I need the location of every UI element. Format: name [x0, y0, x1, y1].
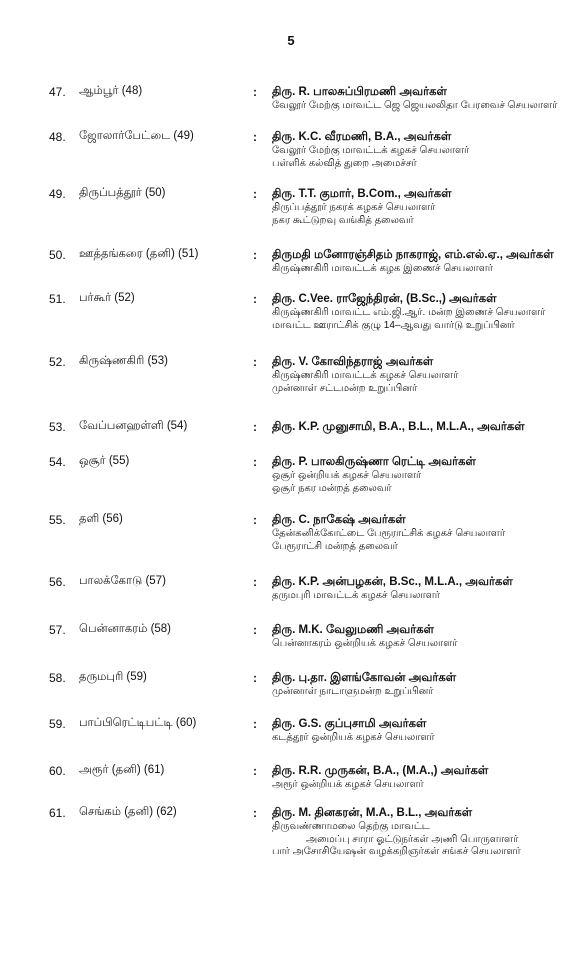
- candidate-details: [272, 671, 577, 699]
- candidate-details: [272, 513, 577, 553]
- colon-separator: :: [253, 187, 257, 201]
- entry-number: 52.: [49, 355, 66, 369]
- colon-separator: :: [253, 623, 257, 637]
- colon-separator: :: [253, 806, 257, 820]
- constituency-name: செங்கம் (தனி) (62): [79, 806, 177, 818]
- candidate-name: திரு. R. பாலசுப்பிரமணி அவர்கள்: [272, 86, 447, 98]
- constituency-name: வேப்பனஹள்ளி (54): [79, 420, 188, 432]
- candidate-name: திரு. C.Vee. ராஜேந்திரன், (B.Sc.,) அவர்கள்: [272, 293, 497, 305]
- entry-number: 50.: [49, 248, 66, 262]
- colon-separator: :: [253, 248, 257, 262]
- constituency-name: திருப்பத்தூர் (50): [79, 187, 166, 199]
- constituency-name: பாலக்கோடு (57): [79, 575, 166, 587]
- candidate-designation: அரூர் ஒன்றியக் கழகச் செயலாளர்: [272, 779, 424, 790]
- entry-number: 59.: [49, 717, 66, 731]
- colon-separator: :: [253, 717, 257, 731]
- entry-number: 55.: [49, 513, 66, 527]
- candidate-details: [272, 623, 577, 651]
- candidate-details: [272, 85, 577, 113]
- candidate-designation: பேரூராட்சி மன்றத் தலைவர்: [272, 540, 398, 552]
- constituency-name: ஆம்பூர் (48): [79, 85, 143, 97]
- candidate-designation: ஒசூர் நகர மன்றத் தலைவர்: [272, 482, 392, 494]
- entry-number: 47.: [49, 85, 66, 99]
- entry-number: 53.: [49, 420, 66, 434]
- entry-number: 61.: [49, 806, 66, 820]
- colon-separator: :: [253, 513, 257, 527]
- candidate-designation: மாவட்ட ஊராட்சிக் குழு 14–ஆவது வார்டு உறுப்பினர்: [272, 319, 515, 331]
- colon-separator: :: [253, 764, 257, 778]
- constituency-name: தளி (56): [79, 513, 123, 525]
- candidate-name: திரு. G.S. குப்புசாமி அவர்கள்: [272, 718, 427, 730]
- colon-separator: :: [253, 671, 257, 685]
- candidate-designation: கிருஷ்ணகிரி மாவட்ட எம்.ஜி.ஆர். மன்ற இணைச் செயலாளர்: [272, 307, 546, 318]
- constituency-name: தருமபுரி (59): [79, 671, 147, 683]
- candidate-designation: முன்னாள் சட்டமன்ற உறுப்பினர்: [272, 382, 418, 394]
- candidate-name: திரு. M. தினகரன், M.A., B.L., அவர்கள்: [272, 807, 473, 819]
- candidate-designation: வேலூர் மேற்கு மாவட்டக் கழகச் செயலாளர்: [272, 145, 470, 156]
- candidate-designation: வேலூர் மேற்கு மாவட்ட ஜெ ஜெயலலிதா பேரவைச் செயலாளர்: [272, 100, 558, 111]
- constituency-name: ஜோலார்பேட்டை (49): [79, 130, 194, 142]
- candidate-details: [272, 248, 577, 276]
- candidate-details: [272, 575, 577, 603]
- candidate-name: திரு. பு.தா. இளங்கோவன் அவர்கள்: [272, 672, 457, 684]
- candidate-details: [272, 717, 577, 745]
- constituency-name: ஒசூர் (55): [79, 455, 130, 467]
- constituency-name: பர்கூர் (52): [79, 292, 135, 304]
- candidate-details: [272, 292, 577, 332]
- entry-number: 48.: [49, 130, 66, 144]
- candidate-name: திரு. K.P. அன்பழகன், B.Sc., M.L.A., அவர்கள்: [272, 576, 513, 588]
- candidate-designation: அமைப்பு சாரா ஓட்டுநர்கள் அணி பொருளாளர்: [306, 833, 519, 845]
- entry-number: 56.: [49, 575, 66, 589]
- candidate-designation: கிருஷ்ணகிரி மாவட்டக் கழகச் செயலாளர்: [272, 370, 459, 381]
- colon-separator: :: [253, 292, 257, 306]
- entry-number: 58.: [49, 671, 66, 685]
- entry-number: 60.: [49, 764, 66, 778]
- candidate-name: திரு. R.R. முருகன், B.A., (M.A.,) அவர்கள்: [272, 765, 489, 777]
- candidate-details: [272, 130, 577, 170]
- colon-separator: :: [253, 455, 257, 469]
- entry-number: 51.: [49, 292, 66, 306]
- candidate-designation: ஒசூர் ஒன்றியக் கழகச் செயலாளர்: [272, 470, 422, 481]
- candidate-details: [272, 420, 577, 435]
- candidate-name: திரு. K.P. முனுசாமி, B.A., B.L., M.L.A., அவர்கள்: [272, 421, 525, 433]
- candidate-name: திரு. T.T. குமார், B.Com., அவர்கள்: [272, 188, 452, 200]
- candidate-designation: முன்னாள் நாடாளுமன்ற உறுப்பினர்: [272, 686, 434, 697]
- entry-number: 49.: [49, 187, 66, 201]
- constituency-name: ஊத்தங்கரை (தனி) (51): [79, 248, 199, 260]
- constituency-name: அரூர் (தனி) (61): [79, 764, 165, 776]
- candidate-name: திரு. K.C. வீரமணி, B.A., அவர்கள்: [272, 131, 452, 143]
- colon-separator: :: [253, 575, 257, 589]
- candidate-designation: தேன்கனிக்கோட்டை பேரூராட்சிக் கழகச் செயலாளர்: [272, 528, 506, 539]
- candidate-name: திரு. P. பாலகிருஷ்ணா ரெட்டி அவர்கள்: [272, 456, 476, 468]
- candidate-name: திரு. M.K. வேலுமணி அவர்கள்: [272, 624, 435, 636]
- candidate-name: திருமதி மனோரஞ்சிதம் நாகராஜ், எம்.எல்.ஏ., அவர்கள்: [272, 249, 554, 261]
- candidate-designation: திருப்பத்தூர் நகரக் கழகச் செயலாளர்: [272, 202, 436, 213]
- candidate-designation: பென்னாகரம் ஒன்றியக் கழகச் செயலாளர்: [272, 638, 458, 649]
- candidate-designation: கடத்தூர் ஒன்றியக் கழகச் செயலாளர்: [272, 732, 435, 743]
- candidate-details: [272, 187, 577, 227]
- candidate-name: திரு. C. நாகேஷ் அவர்கள்: [272, 514, 406, 526]
- colon-separator: :: [253, 420, 257, 434]
- candidate-designation: கிருஷ்ணகிரி மாவட்டக் கழக இணைச் செயலாளர்: [272, 263, 493, 274]
- constituency-name: கிருஷ்ணகிரி (53): [79, 355, 168, 367]
- page-number: 5: [287, 33, 295, 48]
- candidate-details: [272, 764, 577, 792]
- candidate-designation: தருமபுரி மாவட்டக் கழகச் செயலாளர்: [272, 590, 441, 601]
- colon-separator: :: [253, 130, 257, 144]
- candidate-designation: பள்ளிக் கல்வித் துறை அமைச்சர்: [272, 157, 417, 169]
- candidate-details: [272, 455, 577, 495]
- candidate-designation: நகர கூட்டுறவு வங்கித் தலைவர்: [272, 214, 414, 226]
- candidate-designation: பார் அசோசியேஷன் வழக்கறிஞர்கள் சங்கச் செயலாளர்: [272, 846, 521, 857]
- candidate-designation: திருவண்ணாமலை தெற்கு மாவட்ட: [272, 821, 430, 832]
- colon-separator: :: [253, 355, 257, 369]
- candidate-name: திரு. V. கோவிந்தராஜ் அவர்கள்: [272, 356, 434, 368]
- constituency-name: பென்னாகரம் (58): [79, 623, 172, 635]
- entry-number: 57.: [49, 623, 66, 637]
- constituency-name: பாப்பிரெட்டிபட்டி (60): [79, 717, 197, 729]
- candidate-details: [272, 806, 577, 859]
- colon-separator: :: [253, 85, 257, 99]
- candidate-details: [272, 355, 577, 395]
- entry-number: 54.: [49, 455, 66, 469]
